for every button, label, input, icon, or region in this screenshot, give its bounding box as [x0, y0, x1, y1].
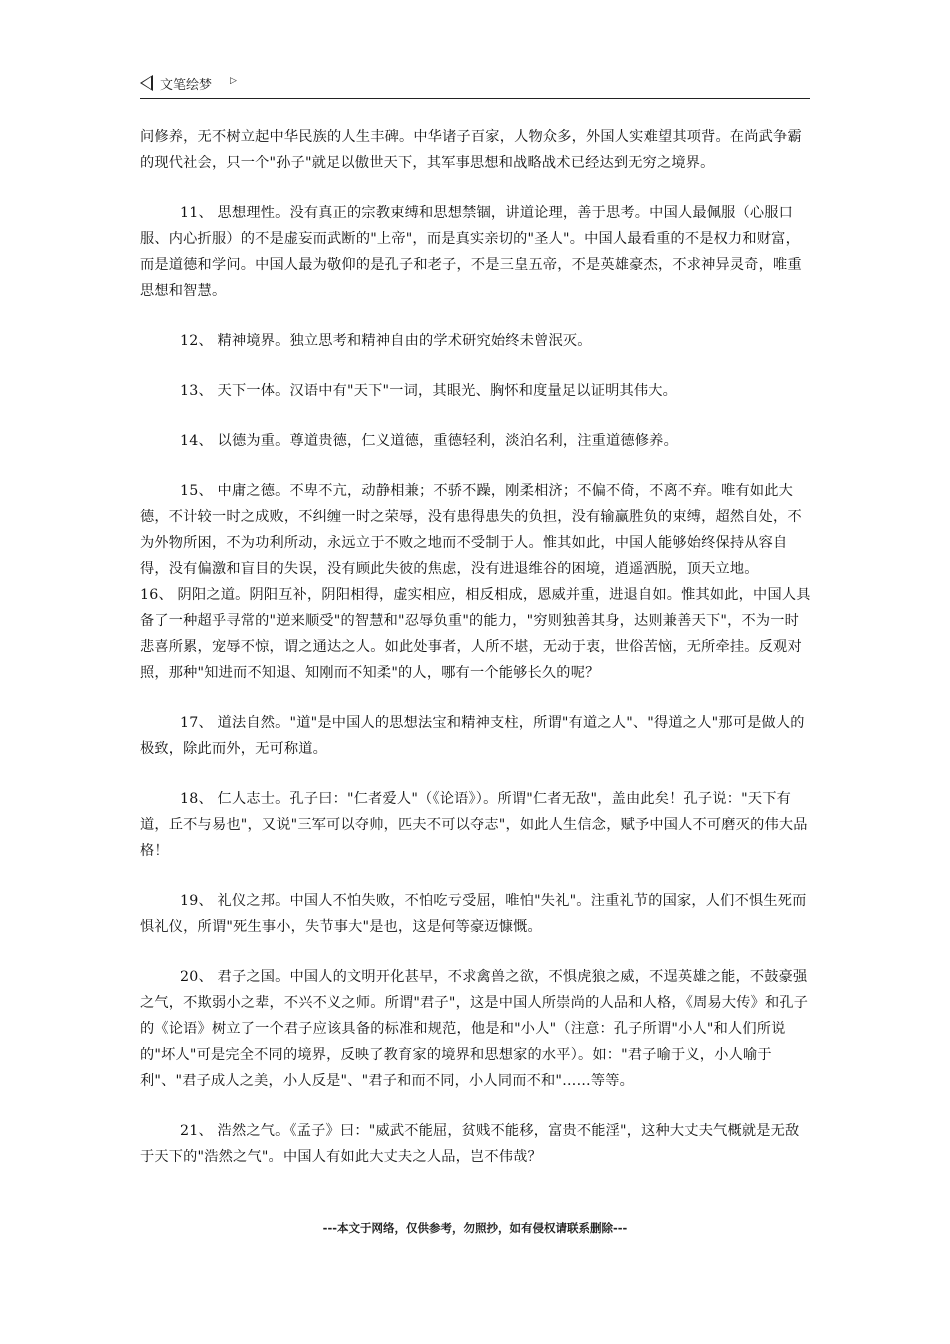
triangle-left-icon	[140, 75, 153, 91]
document-body	[140, 124, 812, 1170]
page-header	[140, 72, 810, 99]
paragraph-item-12: 12、 精神境界。独立思考和精神自由的学术研究始终未曾泯灭。	[180, 333, 592, 349]
footer-disclaimer: ---本文于网络，仅供参考，勿照抄，如有侵权请联系删除---	[322, 1221, 628, 1235]
triangle-right-icon: ▷	[230, 76, 237, 86]
paragraph-item-18: 18、 仁人志士。孔子曰："仁者爱人"（《论语》）。所谓"仁者无敌"，盖由此矣！孔子说："天下有道，丘不与易也"，又说"三军可以夺帅，匹夫不可以夺志"，如此人生信念，赋予中国人不可磨灭的伟大品格！	[140, 791, 808, 859]
header-title: 文笔绘梦	[160, 78, 213, 93]
paragraph-item-14: 14、 以德为重。尊道贵德，仁义道德，重德轻利，淡泊名利，注重道德修养。	[180, 433, 678, 449]
paragraph-item-13: 13、 天下一体。汉语中有"天下"一词，其眼光、胸怀和度量足以证明其伟大。	[180, 383, 678, 399]
paragraph-item-21: 21、 浩然之气。《孟子》曰："威武不能屈，贫贱不能移，富贵不能淫"，这种大丈夫气概就是无敌于天下的"浩然之气"。中国人有如此大丈夫之人品，岂不伟哉？	[140, 1123, 800, 1165]
paragraph-item-17: 17、 道法自然。"道"是中国人的思想法宝和精神支柱，所谓"有道之人"、"得道之人"那可是做人的极致，除此而外，无可称道。	[140, 715, 805, 757]
paragraph-item-11: 11、 思想理性。没有真正的宗教束缚和思想禁锢，讲道论理，善于思考。中国人最佩服（心服口服、内心折服）的不是虚妄而武断的"上帝"，而是真实亲切的"圣人"。中国人最看重的不是权力和财富，而是道德和学问。中国人最为敬仰的是孔子和老子，不是三皇五帝，不是英雄豪杰，不求神异灵奇，唯重思想和智慧。	[140, 205, 802, 299]
paragraph-item-20: 20、 君子之国。中国人的文明开化甚早，不求禽兽之欲，不惧虎狼之威，不逞英雄之能，不鼓豪强之气，不欺弱小之辈，不兴不义之师。所谓"君子"，这是中国人所崇尚的人品和人格，《周易大传》和孔子的《论语》树立了一个君子应该具备的标准和规范，他是和"小人"（注意：孔子所谓"小人"和人们所说的"坏人"可是完全不同的境界，反映了教育家的境界和思想家的水平）。如："君子喻于义，小人喻于利"、"君子成人之美，小人反是"、"君子和而不同，小人同而不和"……等等。	[140, 969, 809, 1089]
paragraph-item-19: 19、 礼仪之邦。中国人不怕失败，不怕吃亏受屈，唯怕"失礼"。注重礼节的国家，人们不惧生死而惧礼仪，所谓"死生事小，失节事大"是也，这是何等豪迈慷慨。	[140, 893, 807, 935]
paragraph-item-15-16: 15、 中庸之德。不卑不亢，动静相兼；不骄不躁，刚柔相济；不偏不倚，不离不弃。唯有如此大德，不计较一时之成败，不纠缠一时之荣辱，没有患得患失的负担，没有输赢胜负的束缚，超然自处，不为外物所困，不为功利所动，永远立于不败之地而不受制于人。惟其如此，中国人能够始终保持从容自得，没有偏激和盲目的失误，没有顾此失彼的焦虑，没有进退维谷的困境，逍遥洒脱，顶天立地。 16、 阴阳之道。阴阳互补，阴阳相得，虚实相应，相反相成，恩威并重，进退自如。惟其如此，中国人具备了一种超乎寻常的"逆来顺受"的智慧和"忍辱负重"的能力，"穷则独善其身，达则兼善天下"，不为一时悲喜所累，宠辱不惊，谓之通达之人。如此处事者，人所不堪，无动于衷，世俗苦恼，无所牵挂。反观对照，那种"知进而不知退、知刚而不知柔"的人，哪有一个能够长久的呢？	[140, 483, 811, 681]
paragraph-continuation: 问修养，无不树立起中华民族的人生丰碑。中华诸子百家，人物众多，外国人实难望其项背。在尚武争霸的现代社会，只一个"孙子"就足以傲世天下，其军事思想和战略战术已经达到无穷之境界。	[140, 129, 802, 171]
